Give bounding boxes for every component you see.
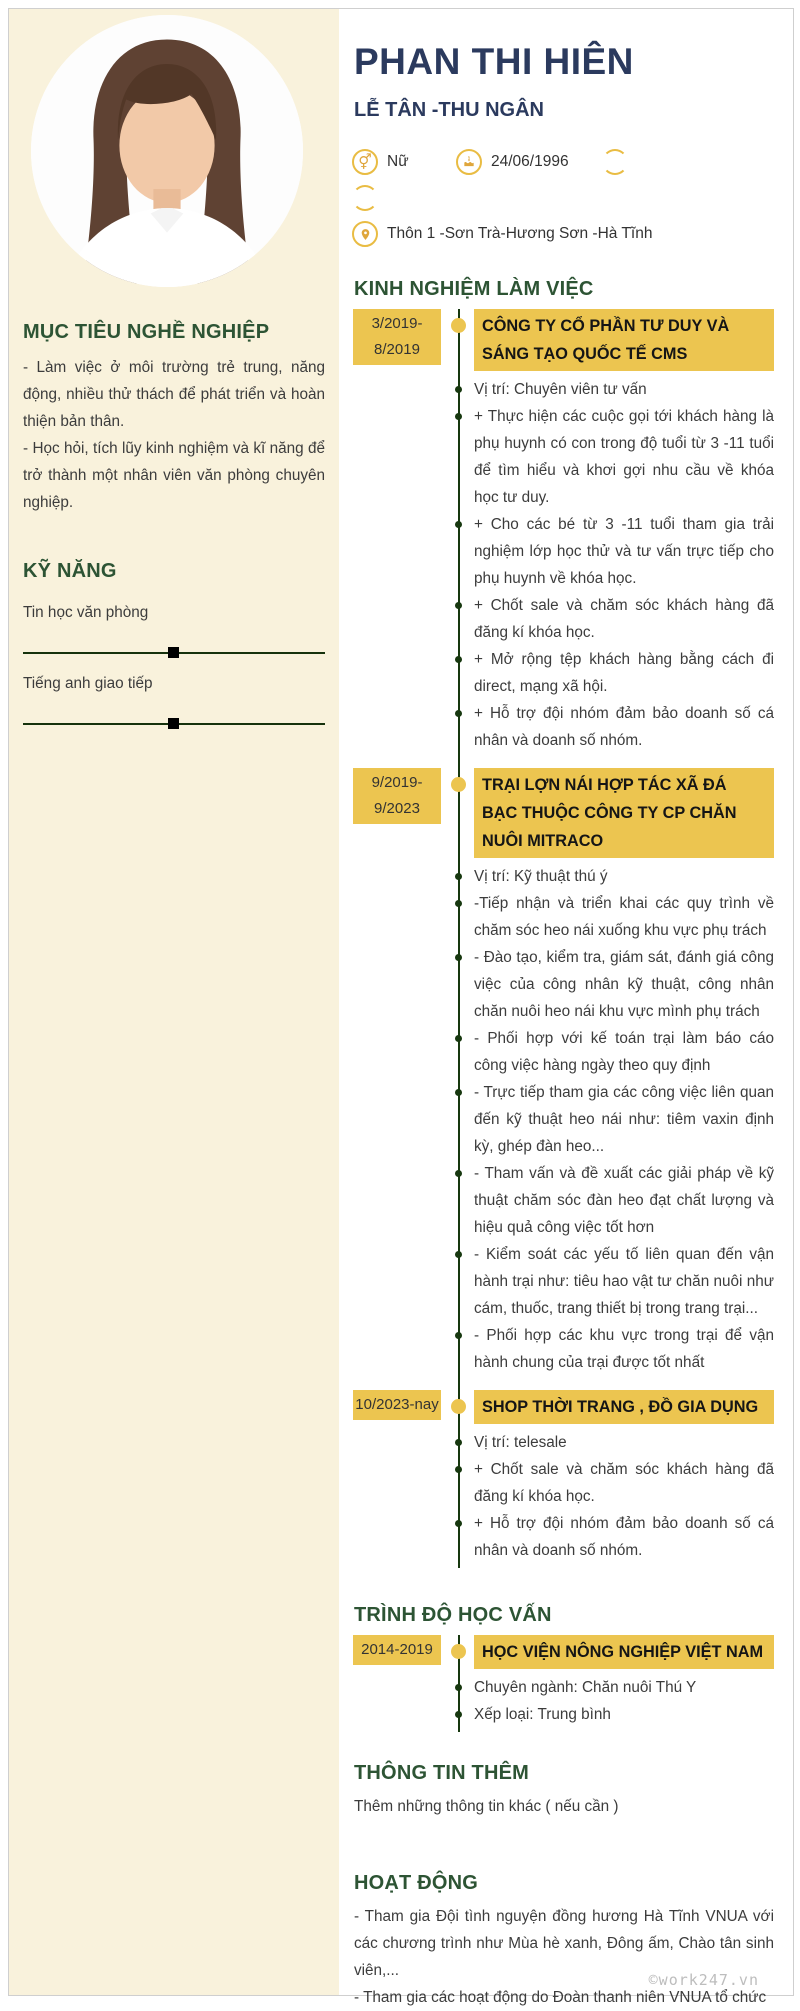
education-entry xyxy=(346,1635,774,1732)
bullet: - Phối hợp các khu vực trong trại để vận hành chung của trại được tốt nhất xyxy=(474,1322,774,1376)
job-title: LỄ TÂN -THU NGÂN xyxy=(354,99,544,121)
objective-heading: MỤC TIÊU NGHỀ NGHIỆP xyxy=(23,321,270,343)
candidate-name: PHAN THI HIÊN xyxy=(354,41,634,82)
entry-date xyxy=(353,768,448,824)
sidebar xyxy=(9,9,339,1995)
entry-body xyxy=(458,768,774,1390)
bullet-list xyxy=(474,376,774,754)
additional-info-text: Thêm những thông tin khác ( nếu cần ) xyxy=(354,1798,619,1815)
company-title: SHOP THỜI TRANG , ĐỒ GIA DỤNG xyxy=(474,1390,774,1424)
bullet: + Thực hiện các cuộc gọi tới khách hàng là phụ huynh có con trong độ tuổi từ 3 -11 tuổi để tìm hiểu và khơi gợi nhu cầu về khóa học tư duy. xyxy=(474,403,774,511)
phone-placeholder-icon xyxy=(602,149,628,175)
experience-entry xyxy=(346,1390,774,1568)
skill-slider-handle[interactable] xyxy=(168,718,179,729)
skill-item xyxy=(23,599,325,654)
bullet: + Chốt sale và chăm sóc khách hàng đã đăng kí khóa học. xyxy=(474,592,774,646)
activities-list xyxy=(346,1903,774,2011)
skill-label: Tin học văn phòng xyxy=(23,604,149,621)
info-row xyxy=(346,216,774,252)
school-title: HỌC VIỆN NÔNG NGHIỆP VIỆT NAM xyxy=(474,1635,774,1669)
objective-paragraph: - Học hỏi, tích lũy kinh nghiệm và kĩ năng để trở thành một nhân viên văn phòng chuyên nghiệp. xyxy=(23,440,325,511)
activity-item: - Tham gia các hoạt động do Đoàn thanh niên VNUA tổ chức xyxy=(354,1989,767,2006)
birthday-cake-icon xyxy=(456,149,482,175)
bullet: - Trực tiếp tham gia các công việc liên quan đến kỹ thuật heo nái như: tiêm vaxin định kỳ, ghép đàn heo... xyxy=(474,1079,774,1160)
bullet: - Phối hợp với kế toán trại làm báo cáo công việc hàng ngày theo quy định xyxy=(474,1025,774,1079)
location-pin-icon xyxy=(352,221,378,247)
portrait-illustration xyxy=(31,15,303,287)
phone-field xyxy=(596,149,637,175)
date-badge: 10/2023-nay xyxy=(353,1390,441,1420)
company-title: CÔNG TY CỔ PHẦN TƯ DUY VÀ SÁNG TẠO QUỐC TẾ CMS xyxy=(474,309,774,371)
birthday-field xyxy=(450,149,596,175)
bullet: - Đào tạo, kiểm tra, giám sát, đánh giá công việc của công nhân kỹ thuật, công nhân chăn nuôi heo nái khu vực mình phụ trách xyxy=(474,944,774,1025)
personal-info xyxy=(346,144,774,252)
gender-value: Nữ xyxy=(387,153,409,170)
bullet: + Hỗ trợ đội nhóm đảm bảo doanh số cá nhân và doanh số nhóm. xyxy=(474,1510,774,1564)
birthday-value: 24/06/1996 xyxy=(491,153,569,170)
date-badge: 2014-2019 xyxy=(353,1635,441,1665)
info-row xyxy=(346,144,774,180)
entry-body xyxy=(458,1390,774,1568)
gender-icon: ⚥ xyxy=(352,149,378,175)
main-column xyxy=(346,9,774,2011)
watermark: ©work247.vn xyxy=(648,1971,759,1989)
date-badge: 3/2019- 8/2019 xyxy=(353,309,441,365)
entry-body xyxy=(458,1635,774,1732)
entry-date xyxy=(353,1635,448,1665)
bullet-list xyxy=(474,863,774,1376)
company-title: TRẠI LỢN NÁI HỢP TÁC XÃ ĐÁ BẠC THUỘC CÔNG TY CP CHĂN NUÔI MITRACO xyxy=(474,768,774,858)
bullet: - Tham vấn và đề xuất các giải pháp về kỹ thuật chăm sóc đàn heo đạt chất lượng và hiệu quả công việc tốt hơn xyxy=(474,1160,774,1241)
activities-heading: HOẠT ĐỘNG xyxy=(354,1872,479,1894)
activity-item: - Tham gia Đội tình nguyện đồng hương Hà Tĩnh VNUA với các chương trình như Mùa hè xanh, Đông ấm, Chào tân sinh viên,... xyxy=(354,1908,774,1979)
bullet: + Chốt sale và chăm sóc khách hàng đã đăng kí khóa học. xyxy=(474,1456,774,1510)
skill-label: Tiếng anh giao tiếp xyxy=(23,675,153,692)
profile-photo xyxy=(31,15,303,287)
address-value: Thôn 1 -Sơn Trà-Hương Sơn -Hà Tĩnh xyxy=(387,225,653,242)
bullet: Vị trí: Kỹ thuật thú ý xyxy=(474,863,774,890)
bullet: + Hỗ trợ đội nhóm đảm bảo doanh số cá nhân và doanh số nhóm. xyxy=(474,700,774,754)
bullet: Chuyên ngành: Chăn nuôi Thú Y xyxy=(474,1674,774,1701)
cv-page xyxy=(8,8,794,2006)
bullet: Vị trí: telesale xyxy=(474,1429,774,1456)
entry-body xyxy=(458,309,774,768)
skill-slider[interactable] xyxy=(23,652,325,654)
bullet: + Mở rộng tệp khách hàng bằng cách đi direct, mạng xã hội. xyxy=(474,646,774,700)
experience-entry xyxy=(346,768,774,1390)
email-field xyxy=(346,185,387,211)
bullet-list xyxy=(474,1429,774,1564)
bullet: + Cho các bé từ 3 -11 tuổi tham gia trải nghiệm lớp học thử và tư vấn trực tiếp cho phụ huynh về khóa học. xyxy=(474,511,774,592)
objective-paragraph: - Làm việc ở môi trường trẻ trung, năng động, nhiều thử thách để phát triển và hoàn thiện bản thân. xyxy=(23,359,325,430)
bullet: Xếp loại: Trung bình xyxy=(474,1701,774,1728)
experience-entry xyxy=(346,309,774,768)
skill-slider-handle[interactable] xyxy=(168,647,179,658)
gender-field xyxy=(346,149,450,175)
address-field xyxy=(346,221,652,247)
additional-info-heading: THÔNG TIN THÊM xyxy=(354,1762,530,1784)
entry-date xyxy=(353,309,448,365)
email-placeholder-icon xyxy=(352,185,378,211)
bullet: - Kiểm soát các yếu tố liên quan đến vận hành trại như: tiêu hao vật tư chăn nuôi như cám, thuốc, trang thiết bị trong trang trại... xyxy=(474,1241,774,1322)
skill-slider[interactable] xyxy=(23,723,325,725)
bullet: Vị trí: Chuyên viên tư vấn xyxy=(474,376,774,403)
skill-item xyxy=(23,670,325,725)
entry-date xyxy=(353,1390,448,1420)
date-badge: 9/2019- 9/2023 xyxy=(353,768,441,824)
skills-heading: KỸ NĂNG xyxy=(23,560,117,582)
bullet-list xyxy=(474,1674,774,1728)
experience-heading: KINH NGHIỆM LÀM VIỆC xyxy=(354,278,594,300)
education-heading: TRÌNH ĐỘ HỌC VẤN xyxy=(354,1604,552,1626)
info-row xyxy=(346,180,774,216)
bullet: -Tiếp nhận và triển khai các quy trình về chăm sóc heo nái xuống khu vực phụ trách xyxy=(474,890,774,944)
